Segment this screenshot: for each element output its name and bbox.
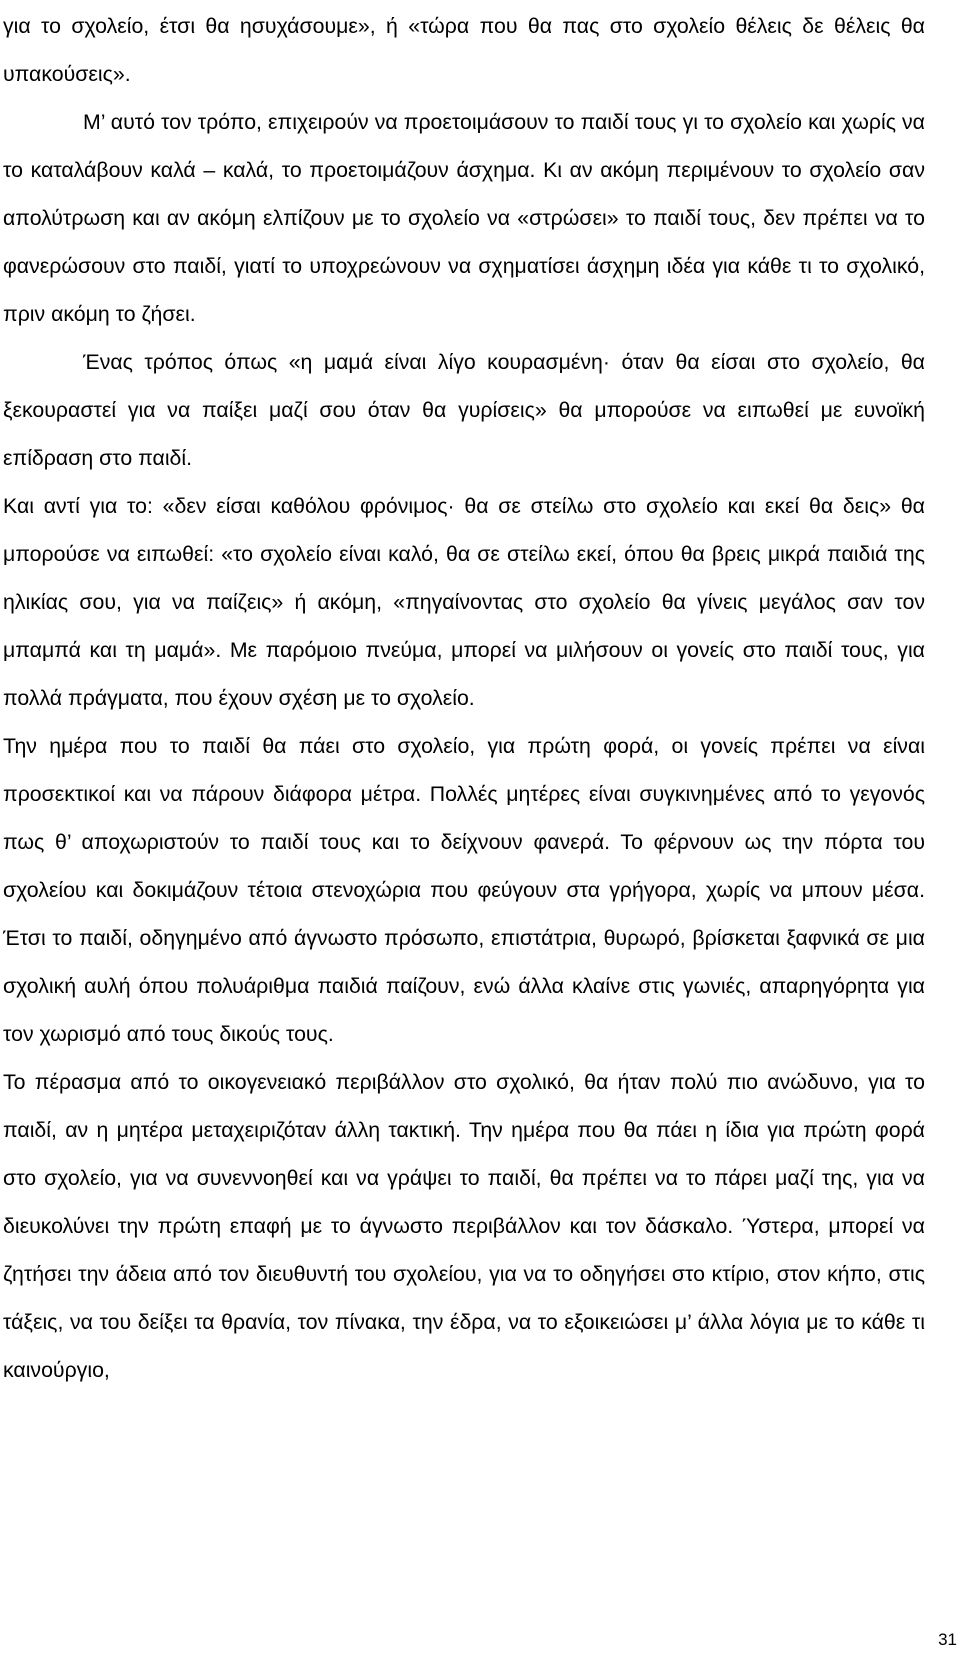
- paragraph: Ένας τρόπος όπως «η μαμά είναι λίγο κουρασμένη· όταν θα είσαι στο σχολείο, θα ξεκουραστεί για να παίξει μαζί σου όταν θα γυρίσεις» θα μπορούσε να ειπωθεί με ευνοϊκή επίδραση στο παιδί.: [3, 350, 925, 470]
- page-number: 31: [938, 1630, 957, 1649]
- paragraph: Και αντί για το: «δεν είσαι καθόλου φρόνιμος· θα σε στείλω στο σχολείο και εκεί θα δεις» θα μπορούσε να ειπωθεί: «το σχολείο είναι καλό, θα σε στείλω εκεί, όπου θα βρεις μικρά παιδιά της ηλικίας σου, για να παίζεις» ή ακόμη, «πηγαίνοντας στο σχολείο θα γίνεις μεγάλος σαν τον μπαμπά και τη μαμά». Με παρόμοιο πνεύμα, μπορεί να μιλήσουν οι γονείς στο παιδί τους, για πολλά πράγματα, που έχουν σχέση με το σχολείο.: [3, 494, 925, 710]
- paragraph: Το πέρασμα από το οικογενειακό περιβάλλον στο σχολικό, θα ήταν πολύ πιο ανώδυνο, για το παιδί, αν η μητέρα μεταχειριζόταν άλλη τακτική. Την ημέρα που θα πάει η ίδια για πρώτη φορά στο σχολείο, για να συνεννοηθεί και να γράψει το παιδί, θα πρέπει να το πάρει μαζί της, για να διευκολύνει την πρώτη επαφή με το άγνωστο περιβάλλον και τον δάσκαλο. Ύστερα, μπορεί να ζητήσει την άδεια από τον διευθυντή του σχολείου, για να το οδηγήσει στο κτίριο, στον κήπο, στις τάξεις, να του δείξει τα θρανία, τον πίνακα, την έδρα, να το εξοικειώσει μ’ άλλα λόγια με το κάθε τι καινούργιο,: [3, 1070, 925, 1382]
- paragraph: Μ’ αυτό τον τρόπο, επιχειρούν να προετοιμάσουν το παιδί τους γι το σχολείο και χωρίς να το καταλάβουν καλά – καλά, το προετοιμάζουν άσχημα. Κι αν ακόμη περιμένουν το σχολείο σαν απολύτρωση και αν ακόμη ελπίζουν με το σχολείο να «στρώσει» το παιδί τους, δεν πρέπει να το φανερώσουν στο παιδί, γιατί το υποχρεώνουν να σχηματίσει άσχημη ιδέα για κάθε τι το σχολικό, πριν ακόμη το ζήσει.: [3, 110, 925, 326]
- paragraph: Την ημέρα που το παιδί θα πάει στο σχολείο, για πρώτη φορά, οι γονείς πρέπει να είναι προσεκτικοί και να πάρουν διάφορα μέτρα. Πολλές μητέρες είναι συγκινημένες από το γεγονός πως θ’ αποχωριστούν το παιδί τους και το δείχνουν φανερά. Το φέρνουν ως την πόρτα του σχολείου και δοκιμάζουν τέτοια στενοχώρια που φεύγουν στα γρήγορα, χωρίς να μπουν μέσα. Έτσι το παιδί, οδηγημένο από άγνωστο πρόσωπο, επιστάτρια, θυρωρό, βρίσκεται ξαφνικά σε μια σχολική αυλή όπου πολυάριθμα παιδιά παίζουν, ενώ άλλα κλαίνε στις γωνιές, απαρηγόρητα για τον χωρισμό από τους δικούς τους.: [3, 734, 925, 1046]
- paragraph-continuation: για το σχολείο, έτσι θα ησυχάσουμε», ή «τώρα που θα πας στο σχολείο θέλεις δε θέλεις θα υπακούσεις».: [3, 14, 925, 86]
- document-body: [3, 2, 925, 1394]
